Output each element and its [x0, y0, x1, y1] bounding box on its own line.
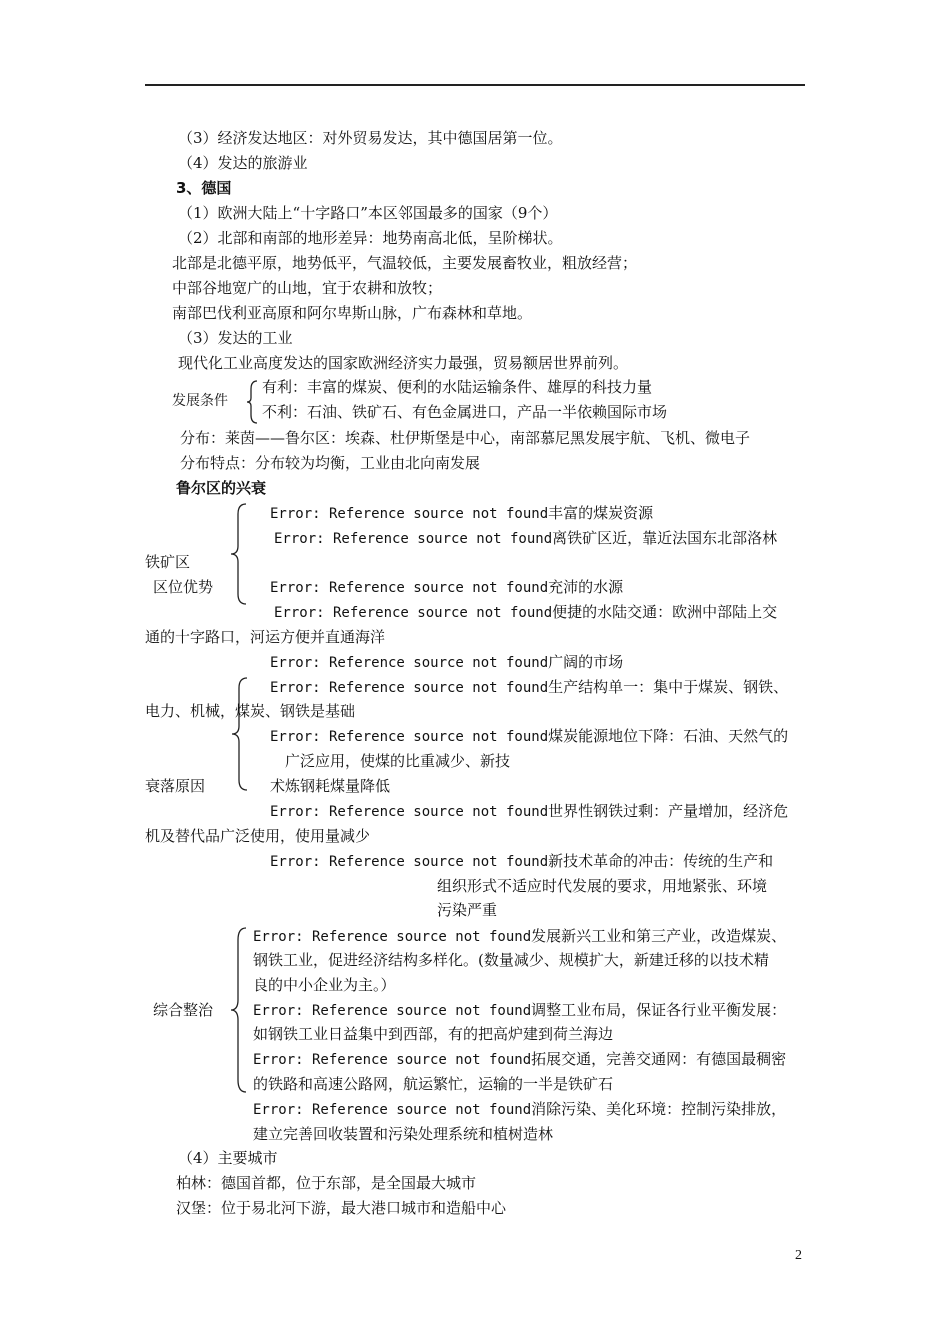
advantage-transport: Error: Reference source not found便捷的水陆交通：欧洲中部陆上交 [274, 603, 778, 621]
treatment-pollution-cont: 建立完善回收装置和污染处理系统和植树造林 [253, 1125, 554, 1143]
line-distribution-feature: 分布特点：分布较为均衡，工业由北向南发展 [180, 454, 481, 472]
decline-tech-revolution-cont2: 污染严重 [437, 901, 498, 919]
header-rule [145, 84, 805, 86]
advantage-iron-ore-cont: 铁矿区 [145, 553, 191, 571]
line-favorable: 有利：丰富的煤炭、便利的水陆运输条件、雄厚的科技力量 [262, 378, 653, 396]
advantage-water: Error: Reference source not found充沛的水源 [270, 578, 624, 596]
line-crossroads: （1）欧洲大陆上“十字路口”本区邻国最多的国家（9个） [178, 204, 558, 222]
line-terrain: （2）北部和南部的地形差异：地势南高北低，呈阶梯状。 [178, 229, 563, 247]
decline-tech-revolution: Error: Reference source not found新技术革命的冲击：传统的生产和 [270, 852, 774, 870]
page-number: 2 [795, 1248, 802, 1263]
line-unfavorable: 不利：石油、铁矿石、有色金属进口，产品一半依赖国际市场 [262, 403, 668, 421]
treatment-layout-cont: 如钢铁工业日益集中到西部，有的把高炉建到荷兰海边 [253, 1025, 614, 1043]
brace-location-advantages [228, 502, 248, 606]
line-south: 南部巴伐利亚高原和阿尔卑斯山脉，广布森林和草地。 [172, 304, 533, 322]
treatment-transport-cont: 的铁路和高速公路网，航运繁忙，运输的一半是铁矿石 [253, 1075, 614, 1093]
treatment-pollution: Error: Reference source not found消除污染、美化环境：控制污染排放， [253, 1100, 787, 1118]
line-berlin: 柏林：德国首都，位于东部，是全国最大城市 [176, 1174, 477, 1192]
label-decline-reasons: 衰落原因 [145, 777, 206, 795]
brace-decline-reasons [229, 676, 249, 792]
section-heading-germany: 3、德国 [176, 179, 232, 197]
decline-coal-status-cont: 广泛应用，使煤的比重减少、新技 [285, 752, 511, 770]
decline-coal-status-cont2: 术炼钢耗煤量降低 [270, 777, 391, 795]
treatment-new-industries-cont: 钢铁工业，促进经济结构多样化。(数量减少、规模扩大，新建迁移的以技术精 [253, 951, 769, 969]
line-major-cities: （4）主要城市 [178, 1149, 278, 1167]
decline-single-structure: Error: Reference source not found生产结构单一：集中于煤炭、钢铁、 [270, 678, 789, 696]
line-modern-industry: 现代化工业高度发达的国家欧洲经济实力最强，贸易额居世界前列。 [178, 354, 629, 372]
label-comprehensive-treatment: 综合整治 [153, 1001, 214, 1019]
treatment-new-industries: Error: Reference source not found发展新兴工业和第三产业，改造煤炭、 [253, 927, 787, 945]
line-foreign-trade: （3）经济发达地区：对外贸易发达，其中德国居第一位。 [178, 129, 563, 147]
treatment-new-industries-cont2: 良的中小企业为主。） [253, 976, 396, 994]
decline-coal-status: Error: Reference source not found煤炭能源地位下降：石油、天然气的 [270, 727, 789, 745]
advantage-market: Error: Reference source not found广阔的市场 [270, 653, 624, 671]
brace-comprehensive-treatment [228, 926, 248, 1094]
advantage-transport-cont: 通的十字路口，河运方便并直通海洋 [145, 628, 386, 646]
decline-tech-revolution-cont: 组织形式不适应时代发展的要求，用地紧张、环境 [437, 877, 768, 895]
line-middle: 中部谷地宽广的山地，宜于农耕和放牧； [172, 279, 443, 297]
decline-steel-surplus: Error: Reference source not found世界性钢铁过剩：产量增加，经济危 [270, 802, 789, 820]
line-north: 北部是北德平原，地势低平，气温较低，主要发展畜牧业，粗放经营； [172, 254, 638, 272]
label-development-conditions: 发展条件 [172, 393, 228, 409]
line-industry-heading: （3）发达的工业 [178, 329, 293, 347]
heading-ruhr: 鲁尔区的兴衰 [176, 479, 267, 497]
line-hamburg: 汉堡：位于易北河下游，最大港口城市和造船中心 [176, 1199, 507, 1217]
line-tourism: （4）发达的旅游业 [178, 154, 308, 172]
label-location-advantages: 区位优势 [153, 578, 214, 596]
decline-single-structure-cont: 电力、机械，煤炭、钢铁是基础 [145, 702, 356, 720]
line-distribution: 分布：莱茵——鲁尔区：埃森、杜伊斯堡是中心，南部慕尼黑发展宇航、飞机、微电子 [180, 429, 751, 447]
advantage-coal: Error: Reference source not found丰富的煤炭资源 [270, 504, 654, 522]
decline-steel-surplus-cont: 机及替代品广泛使用，使用量减少 [145, 827, 371, 845]
brace-conditions [245, 379, 259, 425]
advantage-iron-ore: Error: Reference source not found离铁矿区近，靠近法国东北部洛林 [274, 529, 778, 547]
treatment-transport: Error: Reference source not found拓展交通，完善交通网：有德国最稠密 [253, 1050, 787, 1068]
treatment-layout: Error: Reference source not found调整工业布局，保证各行业平衡发展： [253, 1001, 787, 1019]
